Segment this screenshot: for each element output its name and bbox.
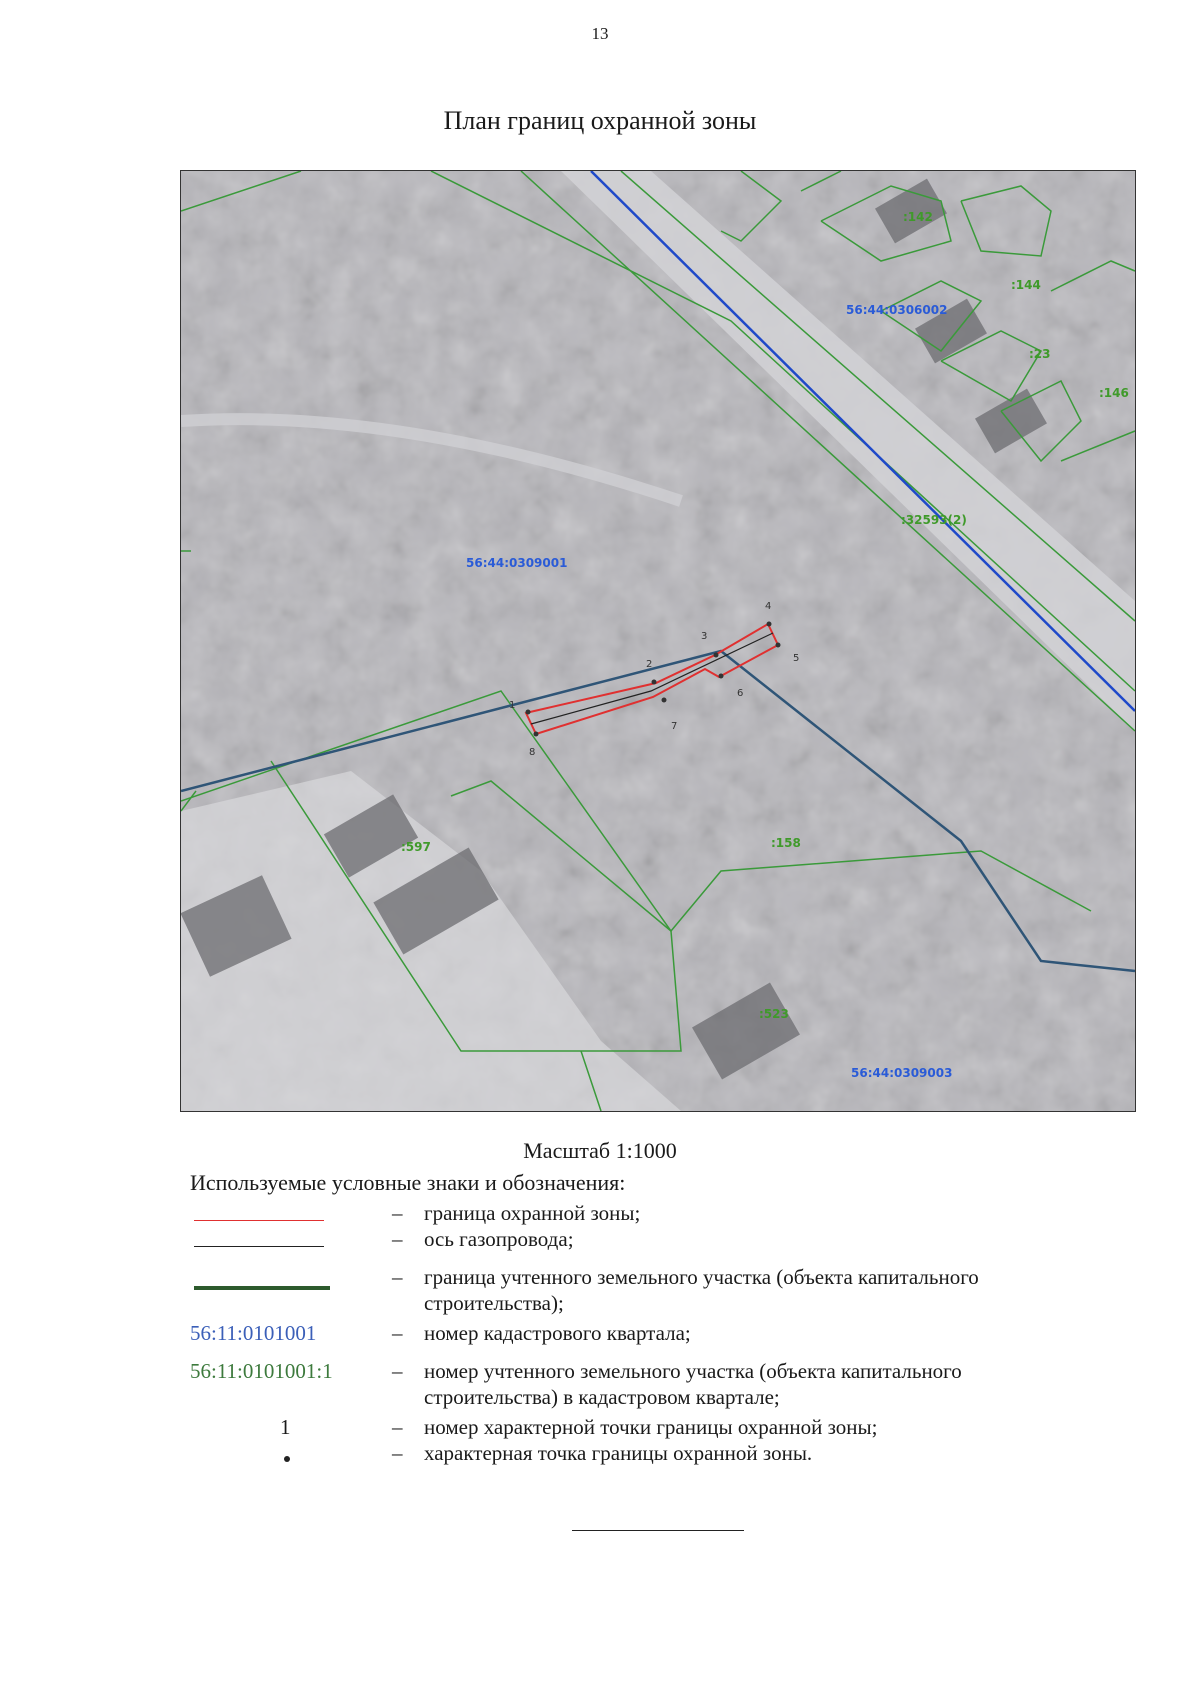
legend-symbol <box>190 1264 390 1290</box>
legend-symbol <box>190 1358 390 1384</box>
legend-description: граница учтенного земельного участка (объекта капитального строительства); <box>424 1265 979 1315</box>
parcel-label: :144 <box>1011 278 1041 292</box>
end-rule <box>572 1530 744 1531</box>
legend-dash: – <box>392 1265 403 1289</box>
point-label-1: 1 <box>509 700 516 711</box>
map-svg <box>181 171 1135 1111</box>
legend <box>190 1200 1090 1466</box>
legend-dash: – <box>392 1441 403 1465</box>
red-line-symbol <box>194 1220 324 1221</box>
parcel-label: :23 <box>1029 347 1051 361</box>
point-label-6: 6 <box>737 688 744 699</box>
cadastral-map <box>180 170 1136 1112</box>
legend-dash: – <box>392 1321 403 1345</box>
point-label-7: 7 <box>671 721 678 732</box>
black-line-symbol <box>194 1246 324 1247</box>
legend-item-pipeline-axis <box>190 1226 1090 1264</box>
quarter-label: 56:44:0309003 <box>851 1066 953 1080</box>
legend-description: номер характерной точки границы охранной зоны; <box>424 1415 878 1439</box>
legend-item-parcel-number <box>190 1358 1090 1414</box>
legend-dash: – <box>392 1415 403 1439</box>
legend-dash: – <box>392 1227 403 1251</box>
point-label-4: 4 <box>765 601 772 612</box>
legend-description: граница охранной зоны; <box>424 1201 641 1225</box>
point-label-8: 8 <box>529 747 536 758</box>
legend-symbol <box>190 1200 390 1226</box>
legend-symbol <box>190 1320 390 1346</box>
legend-symbol <box>190 1414 390 1440</box>
legend-item-point <box>190 1440 1090 1466</box>
point-label-5: 5 <box>793 653 800 664</box>
page-title: План границ охранной зоны <box>443 106 757 135</box>
parcel-label: :523 <box>759 1007 789 1021</box>
point-label-2: 2 <box>646 659 653 670</box>
legend-dash: – <box>392 1201 403 1225</box>
quarter-label: 56:44:0309001 <box>466 556 568 570</box>
legend-description: номер кадастрового квартала; <box>424 1321 691 1345</box>
parcel-label: :32593(2) <box>901 513 967 527</box>
parcel-label: :146 <box>1099 386 1129 400</box>
legend-item-parcel-boundary <box>190 1264 1090 1320</box>
green-line-symbol <box>194 1286 330 1290</box>
parcel-label: :158 <box>771 836 801 850</box>
legend-item-protection-zone <box>190 1200 1090 1226</box>
quarter-label: 56:44:0306002 <box>846 303 948 317</box>
legend-description: ось газопровода; <box>424 1227 574 1251</box>
legend-heading: Используемые условные знаки и обозначения: <box>190 1170 626 1195</box>
point-number-example: 1 <box>280 1415 291 1439</box>
page-number: 13 <box>591 24 609 43</box>
parcel-label: :142 <box>903 210 933 224</box>
legend-symbol <box>190 1440 390 1466</box>
quarter-number-example: 56:11:0101001 <box>190 1321 317 1345</box>
point-dot-symbol <box>284 1456 290 1462</box>
legend-item-quarter-number <box>190 1320 1090 1358</box>
legend-description: характерная точка границы охранной зоны. <box>424 1441 813 1465</box>
legend-description: номер учтенного земельного участка (объекта капитального строительства) в кадастровом квартале; <box>424 1359 962 1409</box>
parcel-label: :597 <box>401 840 431 854</box>
parcel-number-example: 56:11:0101001:1 <box>190 1359 333 1383</box>
legend-symbol <box>190 1226 390 1252</box>
map-scale: Масштаб 1:1000 <box>523 1138 677 1163</box>
point-label-3: 3 <box>701 631 708 642</box>
legend-item-point-number <box>190 1414 1090 1440</box>
legend-dash: – <box>392 1359 403 1383</box>
